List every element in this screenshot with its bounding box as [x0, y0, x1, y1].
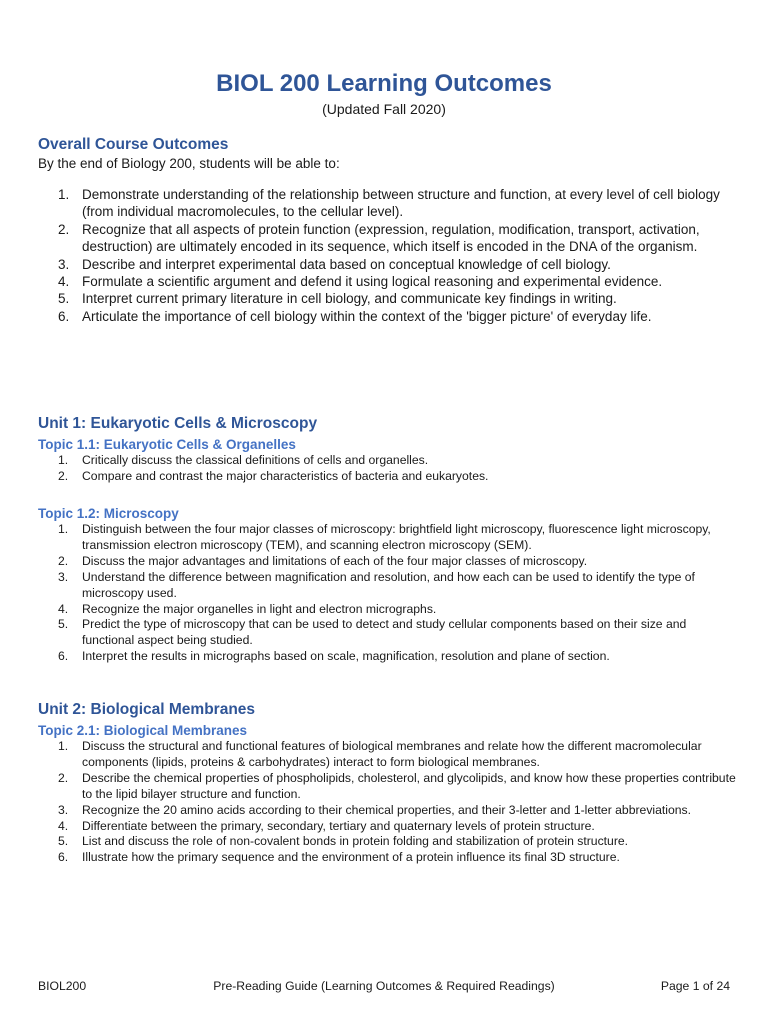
list-item: 2. Discuss the major advantages and limitations of each of the four major classes of microscopy. — [58, 553, 588, 568]
footer-document-title: Pre-Reading Guide (Learning Outcomes & Required Readings) — [213, 979, 555, 993]
unit-heading: Unit 2: Biological Membranes — [38, 701, 256, 718]
outcome-list — [38, 739, 738, 866]
page-title: BIOL 200 Learning Outcomes — [216, 70, 552, 97]
section-intro: By the end of Biology 200, students will be able to: — [38, 156, 340, 171]
list-item: 3. Understand the difference between magnification and resolution, and how each can be used to identify the type of microscopy used. — [58, 569, 695, 600]
list-item: 5. Interpret current primary literature in cell biology, and communicate key findings in writing. — [58, 291, 617, 307]
topic-1-1 — [38, 437, 738, 485]
outcome-list — [38, 522, 738, 665]
list-item: 3. Recognize the 20 amino acids according to their chemical properties, and their 3-letter and 1-letter abbreviations. — [58, 802, 692, 817]
topic-heading: Topic 1.1: Eukaryotic Cells & Organelles — [38, 437, 296, 452]
overall-outcomes-section — [38, 136, 738, 325]
list-item: 2. Recognize that all aspects of protein function (expression, regulation, modification, transport, activation, destruction) are ultimately encoded in its sequence, which itself is encoded in the DNA of the organism. — [58, 221, 700, 255]
list-item: 4. Formulate a scientific argument and defend it using logical reasoning and experimental evidence. — [58, 274, 663, 290]
topic-2-1 — [38, 723, 738, 866]
list-item: 6. Illustrate how the primary sequence and the environment of a protein influence its final 3D structure. — [58, 850, 620, 865]
section-heading: Overall Course Outcomes — [38, 136, 229, 153]
unit-1-section — [38, 415, 738, 433]
footer-page-number: Page 1 of 24 — [660, 979, 730, 993]
page-subtitle: (Updated Fall 2020) — [322, 101, 446, 117]
topic-heading: Topic 2.1: Biological Membranes — [38, 723, 248, 738]
list-item: 5. List and discuss the role of non-covalent bonds in protein folding and stabilization of protein structure. — [58, 834, 629, 849]
list-item: 4. Differentiate between the primary, secondary, tertiary and quaternary levels of protein structure. — [58, 818, 595, 833]
list-item: 2. Describe the chemical properties of phospholipids, cholesterol, and glycolipids, and know how these properties contribute to the lipid bilayer structure and function. — [58, 770, 736, 801]
list-item: 5. Predict the type of microscopy that can be used to detect and study cellular components based on their size and functional aspect being studied. — [58, 617, 687, 648]
list-item: 6. Interpret the results in micrographs based on scale, magnification, resolution and plane of section. — [58, 649, 610, 664]
unit-heading: Unit 1: Eukaryotic Cells & Microscopy — [38, 415, 318, 432]
list-item: 1. Distinguish between the four major classes of microscopy: brightfield light microscopy, fluorescence light microscopy, transmission electron microscopy (TEM), and scanning electron microscopy (SEM). — [58, 522, 711, 552]
list-item: 1. Critically discuss the classical definitions of cells and organelles. — [58, 453, 429, 467]
list-item: 1. Demonstrate understanding of the relationship between structure and function, at every level of cell biology (from individual macromolecules, to the cellular level). — [58, 187, 720, 220]
list-item: 2. Compare and contrast the major characteristics of bacteria and eukaryotes. — [58, 468, 489, 483]
footer-course-code: BIOL200 — [38, 979, 87, 993]
list-item: 6. Articulate the importance of cell biology within the context of the 'bigger picture' of everyday life. — [58, 308, 652, 324]
topic-heading: Topic 1.2: Microscopy — [38, 506, 179, 521]
list-item: 4. Recognize the major organelles in light and electron micrographs. — [58, 601, 437, 616]
list-item: 3. Describe and interpret experimental data based on conceptual knowledge of cell biology. — [58, 256, 611, 272]
outcome-list — [38, 453, 738, 485]
list-item: 1. Discuss the structural and functional features of biological membranes and relate how the different macromolecular components (lipids, proteins & carbohydrates) interact to form biological membranes. — [58, 739, 702, 769]
outcome-list — [38, 186, 738, 325]
unit-2-section — [38, 701, 738, 719]
topic-1-2 — [38, 506, 738, 665]
